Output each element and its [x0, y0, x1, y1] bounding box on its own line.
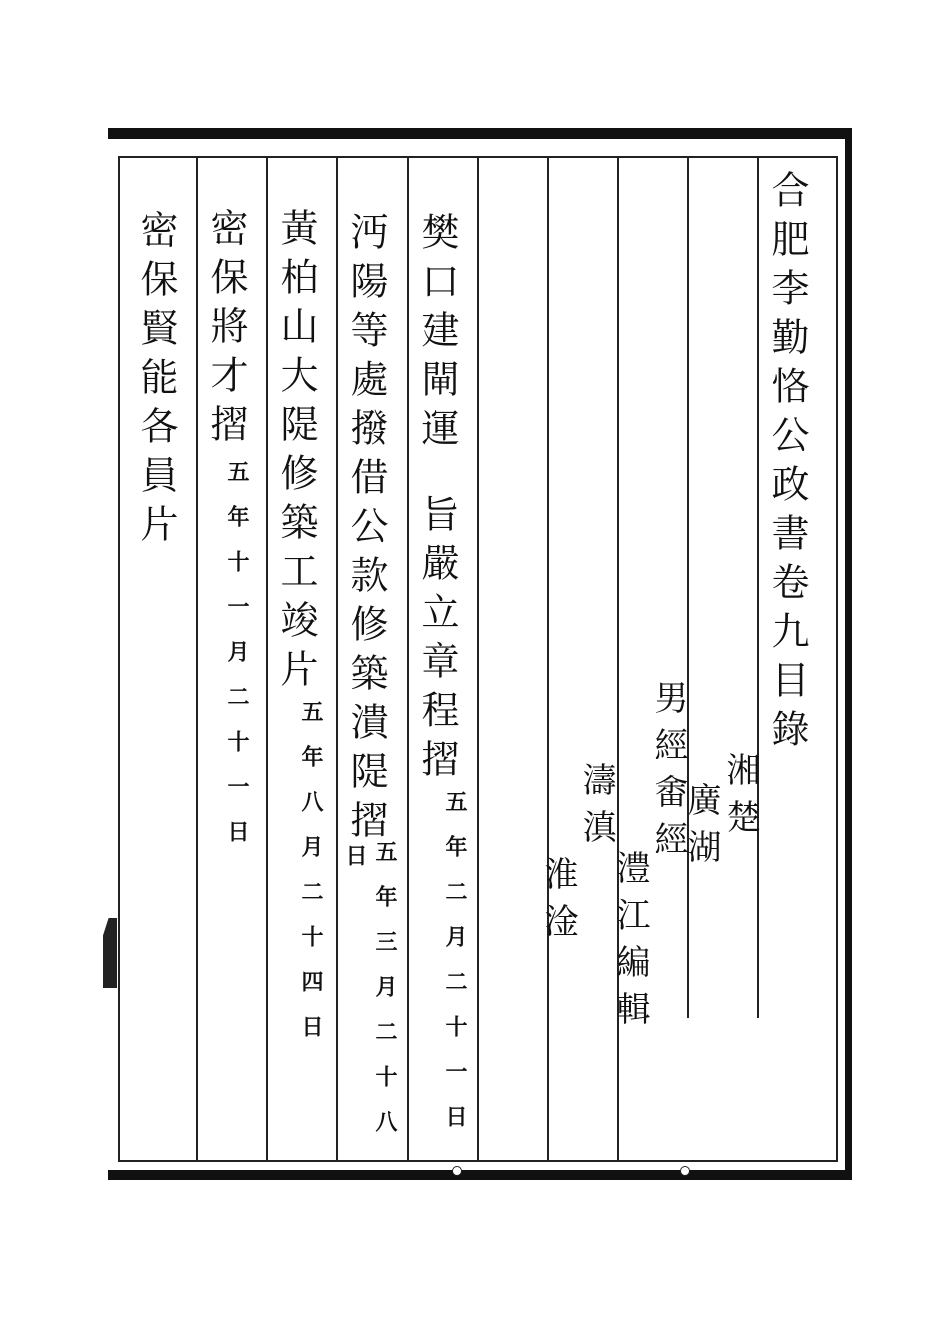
- fish-tail-mark: [103, 918, 117, 988]
- gutter-dot: [452, 1166, 462, 1176]
- column-rule: [196, 158, 198, 1160]
- column-rule: [336, 158, 338, 1160]
- editor-line-1: 男經畬經: [648, 680, 688, 868]
- entry-3-date: 五年八月二十四日: [298, 700, 324, 1060]
- proofreader-line-2: 淮淦: [538, 856, 578, 950]
- entry-2-date-suffix: 日: [342, 844, 368, 889]
- entry-4-title: 密保將才摺: [204, 208, 248, 453]
- compiler-region-2: 廣湖: [681, 782, 721, 876]
- page-title: 合肥李勤恪公政書卷九目錄: [765, 170, 809, 758]
- entry-3-title: 黃柏山大隄修築工竣片: [274, 208, 318, 698]
- proofreader-line-1: 濤滇: [576, 762, 616, 856]
- entry-4-date: 五年十一月二十一日: [224, 460, 250, 865]
- column-rule: [266, 158, 268, 1160]
- entry-1-edict: 旨嚴立章程摺: [415, 494, 459, 788]
- column-rule: [547, 158, 549, 1160]
- gutter-dot: [680, 1166, 690, 1176]
- column-rule: [687, 158, 689, 1018]
- column-rule: [407, 158, 409, 1160]
- entry-1-date: 五年二月二十一日: [442, 790, 468, 1150]
- entry-2-date: 五年三月二十八: [372, 840, 398, 1155]
- compiler-region-1: 湘楚: [720, 752, 760, 846]
- entry-5-title: 密保賢能各員片: [134, 210, 178, 553]
- entry-2-title: 沔陽等處撥借公款修築潰隄摺: [344, 212, 388, 849]
- column-rule: [757, 158, 759, 1018]
- entry-1-title: 樊口建閘運: [415, 212, 459, 457]
- column-rule: [477, 158, 479, 1160]
- editor-line-2: 澧江編輯: [610, 850, 650, 1038]
